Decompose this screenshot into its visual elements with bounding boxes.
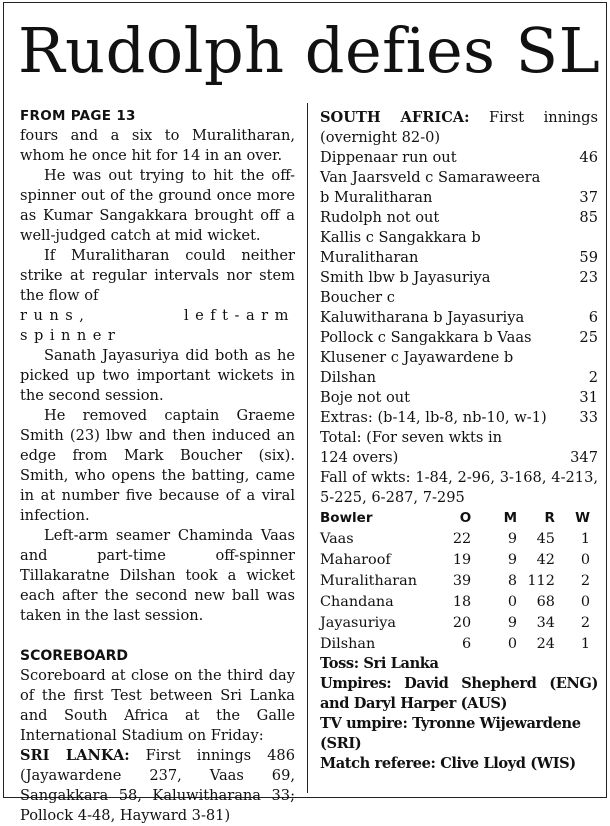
south-africa-label: SOUTH AFRICA: [320,109,470,126]
batting-entry [320,208,598,228]
batting-line [320,328,598,348]
south-africa-summary: First innings (overnight 82-0) [320,109,599,146]
bowling-cell: Chandana [320,593,394,610]
bowling-cell: Maharoof [320,551,391,568]
bowling-body [320,528,590,654]
batsman-dismissal: 124 overs) [320,449,399,466]
tv-umpire-line: TV umpire: Tyronne Wijewardene (SRI) [320,715,581,752]
bowling-cell: 9 [507,551,518,568]
umpires-line: Umpires: David Shepherd (ENG) and Daryl Harper (AUS) [320,675,598,712]
article-paragraph: He was out trying to hit the off-spinner out of the ground once more as Kumar Sangakkara brought off a well-judged catch at mid wicket. [20,167,295,244]
headline: Rudolph defies SL [18,14,601,87]
batsman-runs: 59 [579,249,598,266]
south-africa-innings-header [320,108,598,148]
batting-entry [320,148,598,168]
bowling-cell: 8 [507,572,518,589]
match-referee-line: Match referee: Clive Lloyd (WIS) [320,755,576,772]
scoreboard-heading: SCOREBOARD [20,648,129,664]
bowling-cell: 19 [452,551,472,568]
sri-lanka-label: SRI LANKA: [20,747,130,764]
batsman-runs: 33 [579,409,598,426]
bowling-cell: 42 [536,551,555,568]
bowling-cell: 9 [507,530,518,547]
sri-lanka-summary: First innings 486 (Jayawardene 237, Vaas 69, Sangakkara 58, Kaluwitharana 33; Pollock 4-48, Hayward 3-81) [20,747,296,824]
bowling-cell: 2 [580,614,590,631]
bowling-row [320,591,590,612]
batting-line [320,188,598,208]
batting-line [320,268,598,288]
batsman-dismissal: Dilshan [320,369,377,386]
bowling-cell: 2 [580,572,590,589]
continued-from-kicker: FROM PAGE 13 [20,108,136,124]
toss-line: Toss: Sri Lanka [320,655,439,672]
bowling-cell: Muralitharan [320,572,418,589]
article-paragraph: He removed captain Graeme Smith (23) lbw and then induced an edge from Mark Boucher (six). Smith, who opens the batting, came in at number five because of a viral infection. [20,407,295,524]
bowling-row [320,549,590,570]
bowling-cell: 68 [536,593,555,610]
batting-entry [320,348,598,388]
batsman-dismissal: Dippenaar run out [320,149,457,166]
batting-line [320,148,598,168]
bowling-table [320,508,590,654]
scorecard-column [320,108,598,774]
scoreboard-intro: Scoreboard at close on the third day of the first Test between Sri Lanka and South Africa at the Galle International Stadium on Friday: [20,667,295,744]
article-paragraph: Left-arm seamer Chaminda Vaas and part-time off-spinner Tillakaratne Dilshan took a wicket each after the second new ball was taken in the last session. [20,527,295,624]
batsman-dismissal: Muralitharan [320,249,419,266]
article-paragraph: Sanath Jayasuriya did both as he picked up two important wickets in the second session. [20,347,295,404]
batting-line [320,308,598,328]
batting-line [320,448,598,468]
batsman-dismissal: Extras: (b-14, lb-8, nb-10, w-1) [320,409,547,426]
batsman-dismissal: Kallis c Sangakkara b [320,229,481,246]
bowling-cell: 24 [536,635,555,652]
batting-line [320,428,598,448]
batsman-runs: 25 [579,329,598,346]
batsman-dismissal: Klusener c Jayawardene b [320,349,514,366]
batsman-dismissal: Total: (For seven wkts in [320,429,503,446]
batting-line [320,388,598,408]
batsman-runs: 347 [570,449,598,466]
batting-entry [320,408,598,428]
bowling-cell: 34 [536,614,555,631]
bowling-cell: 1 [580,635,590,652]
bowling-row [320,570,590,591]
bowling-cell: Jayasuriya [320,614,396,631]
sri-lanka-innings [20,746,295,826]
bowling-cell: 0 [507,593,518,610]
batsman-runs: 23 [579,269,598,286]
bowling-header-cell: W [575,510,590,526]
batting-line [320,408,598,428]
bowling-cell: Dilshan [320,635,376,652]
batsman-dismissal: Boucher c [320,289,395,306]
batting-entry [320,168,598,208]
batting-line [320,288,598,308]
batsman-dismissal: Van Jaarsveld c Samaraweera [320,169,541,186]
column-divider [307,103,308,793]
batting-list [320,148,598,468]
batting-line [320,168,598,188]
article-paragraph: runs, left-arm spinner [20,307,295,344]
bowling-cell: 20 [452,614,472,631]
batsman-dismissal: Pollock c Sangakkara b Vaas [320,329,532,346]
batting-line [320,348,598,368]
batting-entry [320,268,598,288]
batsman-dismissal: Kaluwitharana b Jayasuriya [320,309,525,326]
batsman-runs: 37 [579,189,598,206]
article-column [20,106,295,826]
bowling-cell: 39 [452,572,472,589]
batsman-runs: 85 [579,209,598,226]
bowling-cell: 0 [580,593,590,610]
batsman-runs: 6 [588,309,598,326]
bowling-cell: 9 [507,614,518,631]
article-paragraph: If Muralitharan could neither strike at regular intervals nor stem the flow of [20,247,295,304]
bowling-header-cell: M [503,510,518,526]
batsman-runs: 31 [579,389,598,406]
bowling-row [320,612,590,633]
bowling-cell: 22 [452,530,472,547]
batting-line [320,368,598,388]
batsman-dismissal: Rudolph not out [320,209,440,226]
bowling-cell: Vaas [320,530,354,547]
batsman-runs: 46 [579,149,598,166]
fall-of-wickets: Fall of wkts: 1-84, 2-96, 3-168, 4-213, 5-225, 6-287, 7-295 [320,469,598,506]
bowling-cell: 18 [452,593,472,610]
batsman-dismissal: Smith lbw b Jayasuriya [320,269,491,286]
batting-entry [320,428,598,468]
bowling-cell: 6 [462,635,472,652]
bowling-header-row [320,508,590,528]
batsman-runs: 2 [588,369,598,386]
batsman-dismissal: b Muralitharan [320,189,433,206]
batting-entry [320,388,598,408]
bowling-header-cell: O [459,510,472,526]
bowling-row [320,633,590,654]
bowling-cell: 0 [580,551,590,568]
batting-entry [320,288,598,328]
batting-entry [320,328,598,348]
bowling-header-cell: Bowler [320,510,373,526]
bowling-cell: 112 [527,572,555,589]
batting-line [320,208,598,228]
bowling-header-cell: R [544,510,555,526]
batsman-dismissal: Boje not out [320,389,411,406]
batting-line [320,248,598,268]
bowling-cell: 0 [507,635,518,652]
batting-line [320,228,598,248]
bowling-cell: 1 [580,530,590,547]
article-paragraph: fours and a six to Muralitharan, whom he once hit for 14 in an over. [20,127,295,164]
batting-entry [320,228,598,268]
bowling-cell: 45 [536,530,555,547]
bowling-row [320,528,590,549]
newspaper-clipping [3,2,607,824]
